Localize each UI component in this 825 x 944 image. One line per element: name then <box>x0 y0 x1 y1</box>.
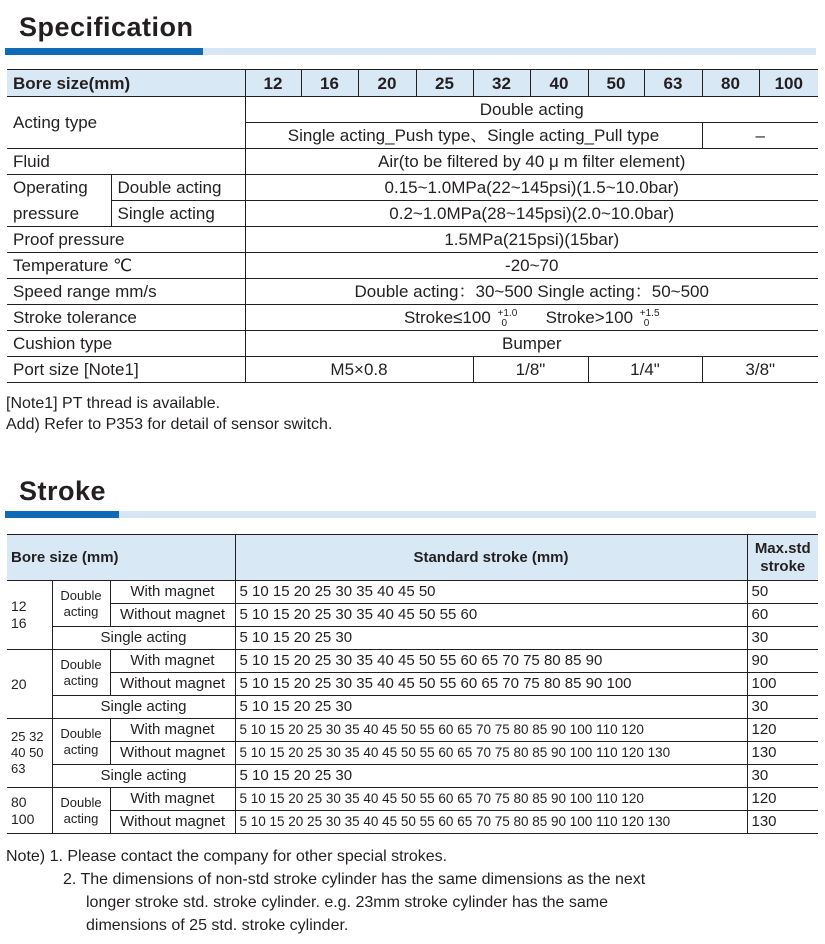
std-stroke-values: 5 10 15 20 25 30 35 40 45 50 <box>235 581 747 604</box>
std-stroke-values: 5 10 15 20 25 30 35 40 45 50 55 60 65 70 75 80 85 90 100 110 120 130 <box>235 811 747 834</box>
fluid-row <box>7 149 818 175</box>
with-magnet-label: With magnet <box>110 719 235 742</box>
tol-b-limits: +1.5 0 <box>639 307 660 329</box>
max-std-stroke-label: Max.std stroke <box>747 535 818 581</box>
acting-type-label: Acting type <box>7 97 245 149</box>
fluid-value: Air(to be filtered by 40 μ m filter element) <box>245 149 818 175</box>
bore-20: 20 <box>358 70 416 97</box>
proof-label: Proof pressure <box>7 227 245 253</box>
single-acting-label: Single acting <box>52 627 235 650</box>
spec-note-1: [Note1] PT thread is available. <box>6 395 221 412</box>
specification-table <box>7 69 818 383</box>
table-row <box>7 650 818 673</box>
speed-label: Speed range mm/s <box>7 279 245 305</box>
table-row <box>7 604 818 627</box>
std-stroke-values: 5 10 15 20 25 30 <box>235 765 747 788</box>
stroke-title-bar <box>5 511 816 518</box>
acting-double-value: Double acting <box>245 97 818 123</box>
proof-pressure-row <box>7 227 818 253</box>
std-stroke-values: 5 10 15 20 25 30 35 40 45 50 55 60 65 70 75 80 85 90 100 110 120 <box>235 719 747 742</box>
bore-63: 63 <box>644 70 702 97</box>
stroke-header-row <box>7 535 818 581</box>
cushion-value: Bumper <box>245 331 818 357</box>
acting-single-large-value: – <box>702 123 818 149</box>
bore-cell-80-100: 80 100 <box>7 788 52 834</box>
op-double-value: 0.15~1.0MPa(22~145psi)(1.5~10.0bar) <box>245 175 818 201</box>
port-label: Port size [Note1] <box>7 357 245 383</box>
max-stroke-value: 120 <box>747 788 818 811</box>
max-stroke-value: 60 <box>747 604 818 627</box>
tol-a-text: Stroke≤100 <box>403 308 491 327</box>
bore-cell-25-63: 25 32 40 50 63 <box>7 719 52 788</box>
port-value-m5: M5×0.8 <box>245 357 473 383</box>
port-value-1-8: 1/8" <box>473 357 588 383</box>
tol-label: Stroke tolerance <box>7 305 245 331</box>
pressure-label: pressure <box>7 201 111 227</box>
tol-a-limits: +1.0 0 <box>497 307 518 329</box>
stroke-bore-label: Bore size (mm) <box>7 535 235 581</box>
operating-pressure-single-row <box>7 201 818 227</box>
table-row <box>7 581 818 604</box>
single-acting-label: Single acting <box>52 696 235 719</box>
max-stroke-value: 100 <box>747 673 818 696</box>
double-acting-label: Double acting <box>52 650 110 696</box>
bore-12: 12 <box>245 70 301 97</box>
with-magnet-label: With magnet <box>110 581 235 604</box>
bore-100: 100 <box>759 70 818 97</box>
without-magnet-label: Without magnet <box>110 673 235 696</box>
proof-value: 1.5MPa(215psi)(15bar) <box>245 227 818 253</box>
table-row <box>7 811 818 834</box>
table-row <box>7 673 818 696</box>
single-acting-label: Single acting <box>52 765 235 788</box>
std-stroke-values: 5 10 15 20 25 30 35 40 45 50 55 60 65 70 75 80 85 90 100 110 120 130 <box>235 742 747 765</box>
bore-80: 80 <box>702 70 759 97</box>
cushion-row <box>7 331 818 357</box>
bore-32: 32 <box>473 70 530 97</box>
op-double-label: Double acting <box>111 175 245 201</box>
stroke-table <box>7 534 818 834</box>
tol-b-text: Stroke>100 <box>545 308 634 327</box>
footnote-line-4: dimensions of 25 std. stroke cylinder. <box>86 917 349 934</box>
std-stroke-values: 5 10 15 20 25 30 <box>235 627 747 650</box>
fluid-label: Fluid <box>7 149 245 175</box>
double-acting-label: Double acting <box>52 788 110 834</box>
bore-50: 50 <box>588 70 644 97</box>
table-row <box>7 627 818 650</box>
std-stroke-values: 5 10 15 20 25 30 <box>235 696 747 719</box>
std-stroke-values: 5 10 15 20 25 30 35 40 45 50 55 60 <box>235 604 747 627</box>
port-value-3-8: 3/8" <box>702 357 818 383</box>
spec-title: Specification <box>19 12 194 42</box>
acting-type-row-1 <box>7 97 818 123</box>
operating-pressure-double-row <box>7 175 818 201</box>
speed-range-row <box>7 279 818 305</box>
with-magnet-label: With magnet <box>110 788 235 811</box>
without-magnet-label: Without magnet <box>110 742 235 765</box>
bore-16: 16 <box>301 70 358 97</box>
temperature-row <box>7 253 818 279</box>
footnote-line-3: longer stroke std. stroke cylinder. e.g. 23mm stroke cylinder has the same <box>86 894 609 911</box>
spec-title-bar <box>5 48 816 55</box>
max-stroke-value: 30 <box>747 627 818 650</box>
table-row <box>7 719 818 742</box>
spec-header-row <box>7 70 818 97</box>
footnote-line-2: 2. The dimensions of non-std stroke cylinder has the same dimensions as the next <box>63 871 646 888</box>
table-row <box>7 765 818 788</box>
max-stroke-value: 90 <box>747 650 818 673</box>
temp-value: -20~70 <box>245 253 818 279</box>
speed-value: Double acting：30~500 Single acting：50~500 <box>245 279 818 305</box>
max-stroke-value: 30 <box>747 765 818 788</box>
op-single-label: Single acting <box>111 201 245 227</box>
footnote-line-1: Note) 1. Please contact the company for other special strokes. <box>6 848 448 865</box>
spec-note-2: Add) Refer to P353 for detail of sensor switch. <box>6 416 333 433</box>
bore-25: 25 <box>416 70 473 97</box>
double-acting-label: Double acting <box>52 719 110 765</box>
bore-size-label: Bore size(mm) <box>7 70 245 97</box>
max-stroke-value: 50 <box>747 581 818 604</box>
operating-label: Operating <box>7 175 111 201</box>
bore-cell-12-16: 12 16 <box>7 581 52 650</box>
std-stroke-values: 5 10 15 20 25 30 35 40 45 50 55 60 65 70 75 80 85 90 <box>235 650 747 673</box>
bore-40: 40 <box>530 70 588 97</box>
max-stroke-value: 130 <box>747 811 818 834</box>
without-magnet-label: Without magnet <box>110 604 235 627</box>
table-row <box>7 788 818 811</box>
cushion-label: Cushion type <box>7 331 245 357</box>
double-acting-label: Double acting <box>52 581 110 627</box>
stroke-footnote <box>6 845 645 937</box>
op-single-value: 0.2~1.0MPa(28~145psi)(2.0~10.0bar) <box>245 201 818 227</box>
std-stroke-values: 5 10 15 20 25 30 35 40 45 50 55 60 65 70 75 80 85 90 100 <box>235 673 747 696</box>
temp-label: Temperature ℃ <box>7 253 245 279</box>
without-magnet-label: Without magnet <box>110 811 235 834</box>
stroke-tolerance-row <box>7 305 818 331</box>
max-stroke-value: 120 <box>747 719 818 742</box>
table-row <box>7 696 818 719</box>
tol-value <box>245 305 818 331</box>
standard-stroke-label: Standard stroke (mm) <box>235 535 747 581</box>
acting-single-value: Single acting_Push type、Single acting_Pull type <box>245 123 702 149</box>
std-stroke-values: 5 10 15 20 25 30 35 40 45 50 55 60 65 70 75 80 85 90 100 110 120 <box>235 788 747 811</box>
max-stroke-value: 30 <box>747 696 818 719</box>
port-size-row <box>7 357 818 383</box>
table-row <box>7 742 818 765</box>
port-value-1-4: 1/4" <box>588 357 702 383</box>
stroke-title: Stroke <box>19 476 107 506</box>
bore-cell-20: 20 <box>7 650 52 719</box>
with-magnet-label: With magnet <box>110 650 235 673</box>
max-stroke-value: 130 <box>747 742 818 765</box>
